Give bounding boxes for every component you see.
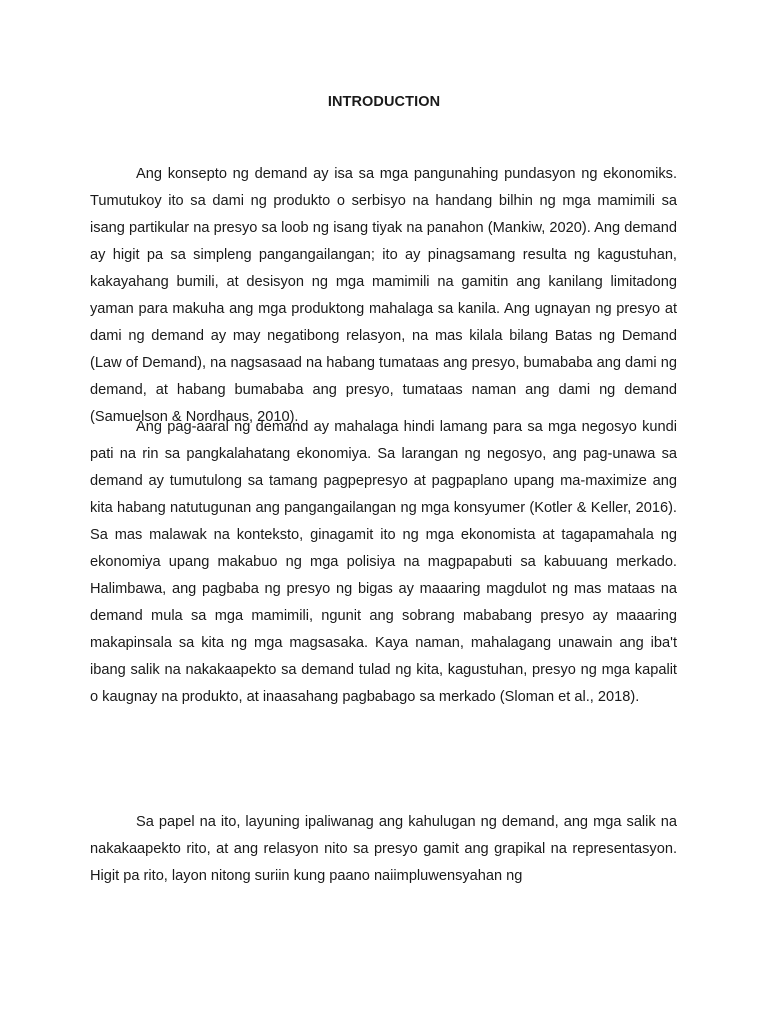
document-title: INTRODUCTION — [327, 94, 441, 110]
paragraph-3: Sa papel na ito, layuning ipaliwanag ang kahulugan ng demand, ang mga salik na nakakaapekto rito, at ang relasyon nito sa presyo gamit ang grapikal na representasyon. Higit pa rito, layon nitong suriin kung paano naiimpluwensyahan ng — [90, 814, 677, 884]
paragraph-1: Ang konsepto ng demand ay isa sa mga pangunahing pundasyon ng ekonomiks. Tumutukoy ito sa dami ng produkto o serbisyo na handang bilhin ng mga mamimili sa isang partikular na presyo sa loob ng isang tiyak na panahon (Mankiw, 2020). Ang demand ay higit pa sa simpleng pangangailangan; ito ay pinagsamang resulta ng kagustuhan, kakayahang bumili, at desisyon ng mga mamimili na gamitin ang kanilang limitadong yaman para makuha ang mga produktong mahalaga sa kanila. Ang ugnayan ng presyo at dami ng demand ay may negatibong relasyon, na mas kilala bilang Batas ng Demand (Law of Demand), na nagsasaad na habang tumataas ang presyo, bumababa ang dami ng demand, at habang bumababa ang presyo, tumataas naman ang dami ng demand (Samuelson & Nordhaus, 2010). — [90, 166, 677, 425]
paragraph-2: Ang pag-aaral ng demand ay mahalaga hindi lamang para sa mga negosyo kundi pati na rin sa pangkalahatang ekonomiya. Sa larangan ng negosyo, ang pag-unawa sa demand ay tumutulong sa tamang pagpepresyo at pagpaplano upang ma-maximize ang kita habang natutugunan ang pangangailangan ng mga konsyumer (Kotler & Keller, 2016). Sa mas malawak na konteksto, ginagamit ito ng mga ekonomista at tagapamahala ng ekonomiya upang makabuo ng mga polisiya na magpapabuti sa kabuuang merkado. Halimbawa, ang pagbaba ng presyo ng bigas ay maaaring magdulot ng mas mataas na demand mula sa mga mamimili, ngunit ang sobrang mababang presyo ay maaaring makapinsala sa kita ng mga magsasaka. Kaya naman, mahalagang unawain ang iba't ibang salik na nakakaapekto sa demand tulad ng kita, kagustuhan, presyo ng mga kapalit o kaugnay na produkto, at inaasahang pagbabago sa merkado (Sloman et al., 2018). — [90, 419, 677, 705]
